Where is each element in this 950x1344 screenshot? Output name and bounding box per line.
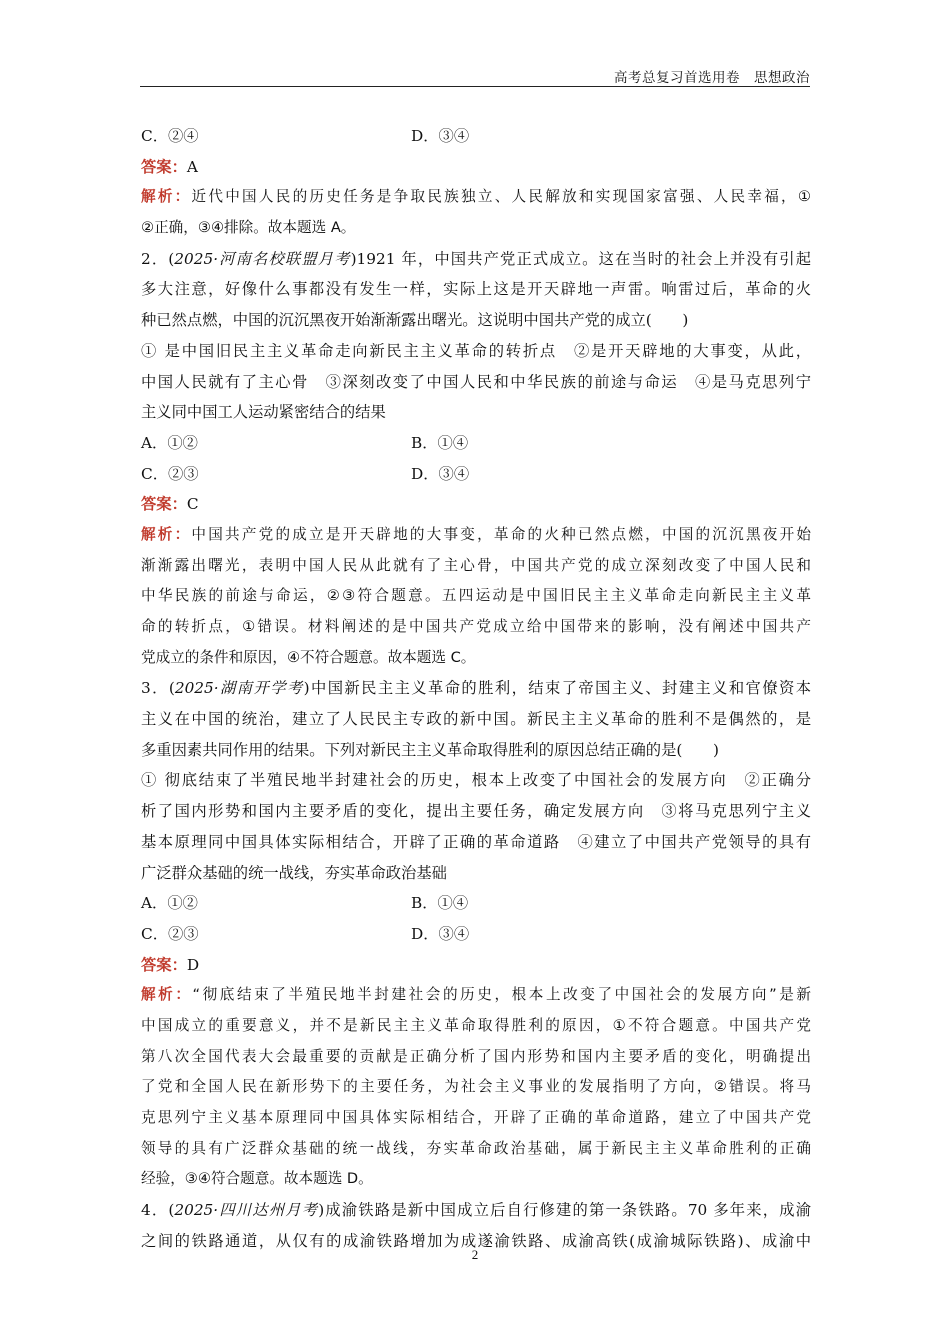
q2-option-d: D．③④ bbox=[411, 464, 470, 483]
q4-source: 2025·四川达州月考 bbox=[174, 1201, 319, 1220]
q3-item-line: ① 彻底结束了半殖民地半封建社会的历史，根本上改变了中国社会的发展方向 ②正确分 bbox=[141, 771, 811, 790]
q2-stem-line: 种已然点燃，中国的沉沉黑夜开始渐渐露出曙光。这说明中国共产党的成立( ) bbox=[141, 311, 689, 330]
q1-answer-value: A bbox=[186, 157, 198, 176]
q2-explanation-line: 命的转折点，①错误。材料阐述的是中国共产党成立给中国带来的影响，没有阐述中国共产 bbox=[141, 618, 811, 635]
explanation-label: 解析： bbox=[141, 986, 193, 1004]
q1-answer bbox=[141, 152, 811, 183]
header-rule bbox=[140, 86, 810, 87]
q2-explanation-line: 党成立的条件和原因，④不符合题意。故本题选 C。 bbox=[141, 648, 476, 666]
q3-explanation-line: 克思列宁主义基本原理同中国具体实际相结合，开辟了正确的革命道路，建立了中国共产党 bbox=[141, 1109, 811, 1126]
q1-options-cd bbox=[141, 121, 811, 152]
q1-explanation-line: ②正确，③④排除。故本题选 A。 bbox=[141, 219, 356, 237]
q1-option-c: C．②④ bbox=[141, 127, 199, 145]
q2-item-line: 主义同中国工人运动紧密结合的结果 bbox=[141, 403, 386, 422]
q1-option-d: D．③④ bbox=[411, 127, 470, 145]
q2-item-line: ① 是中国旧民主主义革命走向新民主主义革命的转折点 ②是开天辟地的大事变，从此， bbox=[141, 341, 811, 360]
q3-explanation-line: 经验，③④符合题意。故本题选 D。 bbox=[141, 1170, 373, 1188]
q3-explanation-line bbox=[141, 980, 811, 1011]
q2-stem-line: 多大注意，好像什么事都没有发生一样，实际上这是开天辟地一声雷。响雷过后，革命的火 bbox=[141, 280, 811, 299]
q2-options-cd bbox=[141, 459, 811, 490]
q2-answer-value: C bbox=[186, 495, 199, 514]
q2-option-b: B．①④ bbox=[411, 433, 469, 452]
q2-answer bbox=[141, 489, 811, 520]
q2-option-a: A．①② bbox=[141, 433, 198, 452]
q3-stem-line: 多重因素共同作用的结果。下列对新民主主义革命取得胜利的原因总结正确的是( ) bbox=[141, 740, 719, 759]
page-content bbox=[141, 121, 811, 1256]
q3-explanation-line: 第八次全国代表大会最重要的贡献是正确分析了国内形势和国内主要矛盾的变化，明确提出 bbox=[141, 1047, 811, 1065]
q1-expl-text: 近代中国人民的历史任务是争取民族独立、人民解放和实现国家富强、人民幸福，① bbox=[191, 188, 811, 206]
q3-source: 2025·湖南开学考 bbox=[174, 679, 304, 698]
q2-expl-text: 中国共产党的成立是开天辟地的大事变，革命的火种已然点燃，中国的沉沉黑夜开始 bbox=[191, 525, 811, 543]
q3-options-ab bbox=[141, 888, 811, 919]
q2-explanation-line: 中华民族的前途与命运，②③符合题意。五四运动是中国旧民主主义革命走向新民主主义革 bbox=[141, 587, 811, 605]
q3-option-d: D．③④ bbox=[411, 924, 470, 943]
q2-item-line: 中国人民就有了主心骨 ③深刻改变了中国人民和中华民族的前途与命运 ④是马克思列宁 bbox=[141, 372, 811, 391]
answer-label: 答案： bbox=[141, 955, 187, 974]
q4-stem-text: )成渝铁路是新中国成立后自行修建的第一条铁路。70 多年来，成渝 bbox=[318, 1201, 812, 1220]
q3-expl-text: “彻底结束了半殖民地半封建社会的历史，根本上改变了中国社会的发展方向”是新 bbox=[192, 986, 811, 1004]
q2-option-c: C．②③ bbox=[141, 464, 199, 483]
q2-options-ab bbox=[141, 428, 811, 459]
explanation-label: 解析： bbox=[141, 525, 192, 543]
q2-source: 2025·河南名校联盟月考 bbox=[174, 249, 351, 268]
q3-answer bbox=[141, 950, 811, 981]
q3-item-line: 基本原理同中国具体实际相结合，开辟了正确的革命道路 ④建立了中国共产党领导的具有 bbox=[141, 832, 811, 851]
q3-stem-text: )中国新民主主义革命的胜利，结束了帝国主义、封建主义和官僚资本 bbox=[303, 679, 811, 698]
q3-explanation-line: 领导的具有广泛群众基础的统一战线，夯实革命政治基础，属于新民主主义革命胜利的正确 bbox=[141, 1139, 811, 1157]
answer-label: 答案： bbox=[141, 495, 187, 514]
q3-number: 3．( bbox=[141, 679, 175, 698]
q3-options-cd bbox=[141, 919, 811, 950]
q3-explanation-line: 了党和全国人民在新形势下的主要任务，为社会主义事业的发展指明了方向，②错误。将马 bbox=[141, 1078, 811, 1096]
q2-number: 2．( bbox=[141, 249, 175, 268]
q2-explanation-line bbox=[141, 520, 811, 551]
q3-stem-line: 主义在中国的统治，建立了人民民主专政的新中国。新民主主义革命的胜利不是偶然的，是 bbox=[141, 710, 811, 729]
q2-stem-line bbox=[141, 244, 811, 275]
q3-option-a: A．①② bbox=[141, 894, 198, 913]
running-header: 高考总复习首选用卷 思想政治 bbox=[614, 70, 810, 86]
explanation-label: 解析： bbox=[141, 188, 192, 206]
q3-answer-value: D bbox=[186, 955, 200, 974]
q3-item-line: 广泛群众基础的统一战线，夯实革命政治基础 bbox=[141, 863, 447, 882]
q3-stem-line bbox=[141, 673, 811, 704]
q2-stem-text: )1921 年，中国共产党正式成立。这在当时的社会上并没有引起 bbox=[350, 249, 811, 268]
q2-explanation-line: 渐渐露出曙光，表明中国人民从此就有了主心骨，中国共产党的成立深刻改变了中国人民和 bbox=[141, 556, 811, 574]
q4-stem-line bbox=[141, 1195, 811, 1226]
page-number: 2 bbox=[471, 1247, 479, 1262]
answer-label: 答案： bbox=[141, 157, 187, 176]
q4-number: 4．( bbox=[141, 1201, 175, 1220]
q3-option-b: B．①④ bbox=[411, 894, 469, 913]
q1-explanation-line bbox=[141, 182, 811, 213]
q4-stem-line: 之间的铁路通道，从仅有的成渝铁路增加为成遂渝铁路、成渝高铁(成渝城际铁路)、成渝中 bbox=[141, 1231, 811, 1250]
q3-option-c: C．②③ bbox=[141, 924, 199, 943]
q3-item-line: 析了国内形势和国内主要矛盾的变化，提出主要任务，确定发展方向 ③将马克思列宁主义 bbox=[141, 802, 811, 821]
q3-explanation-line: 中国成立的重要意义，并不是新民主主义革命取得胜利的原因，①不符合题意。中国共产党 bbox=[141, 1016, 811, 1034]
